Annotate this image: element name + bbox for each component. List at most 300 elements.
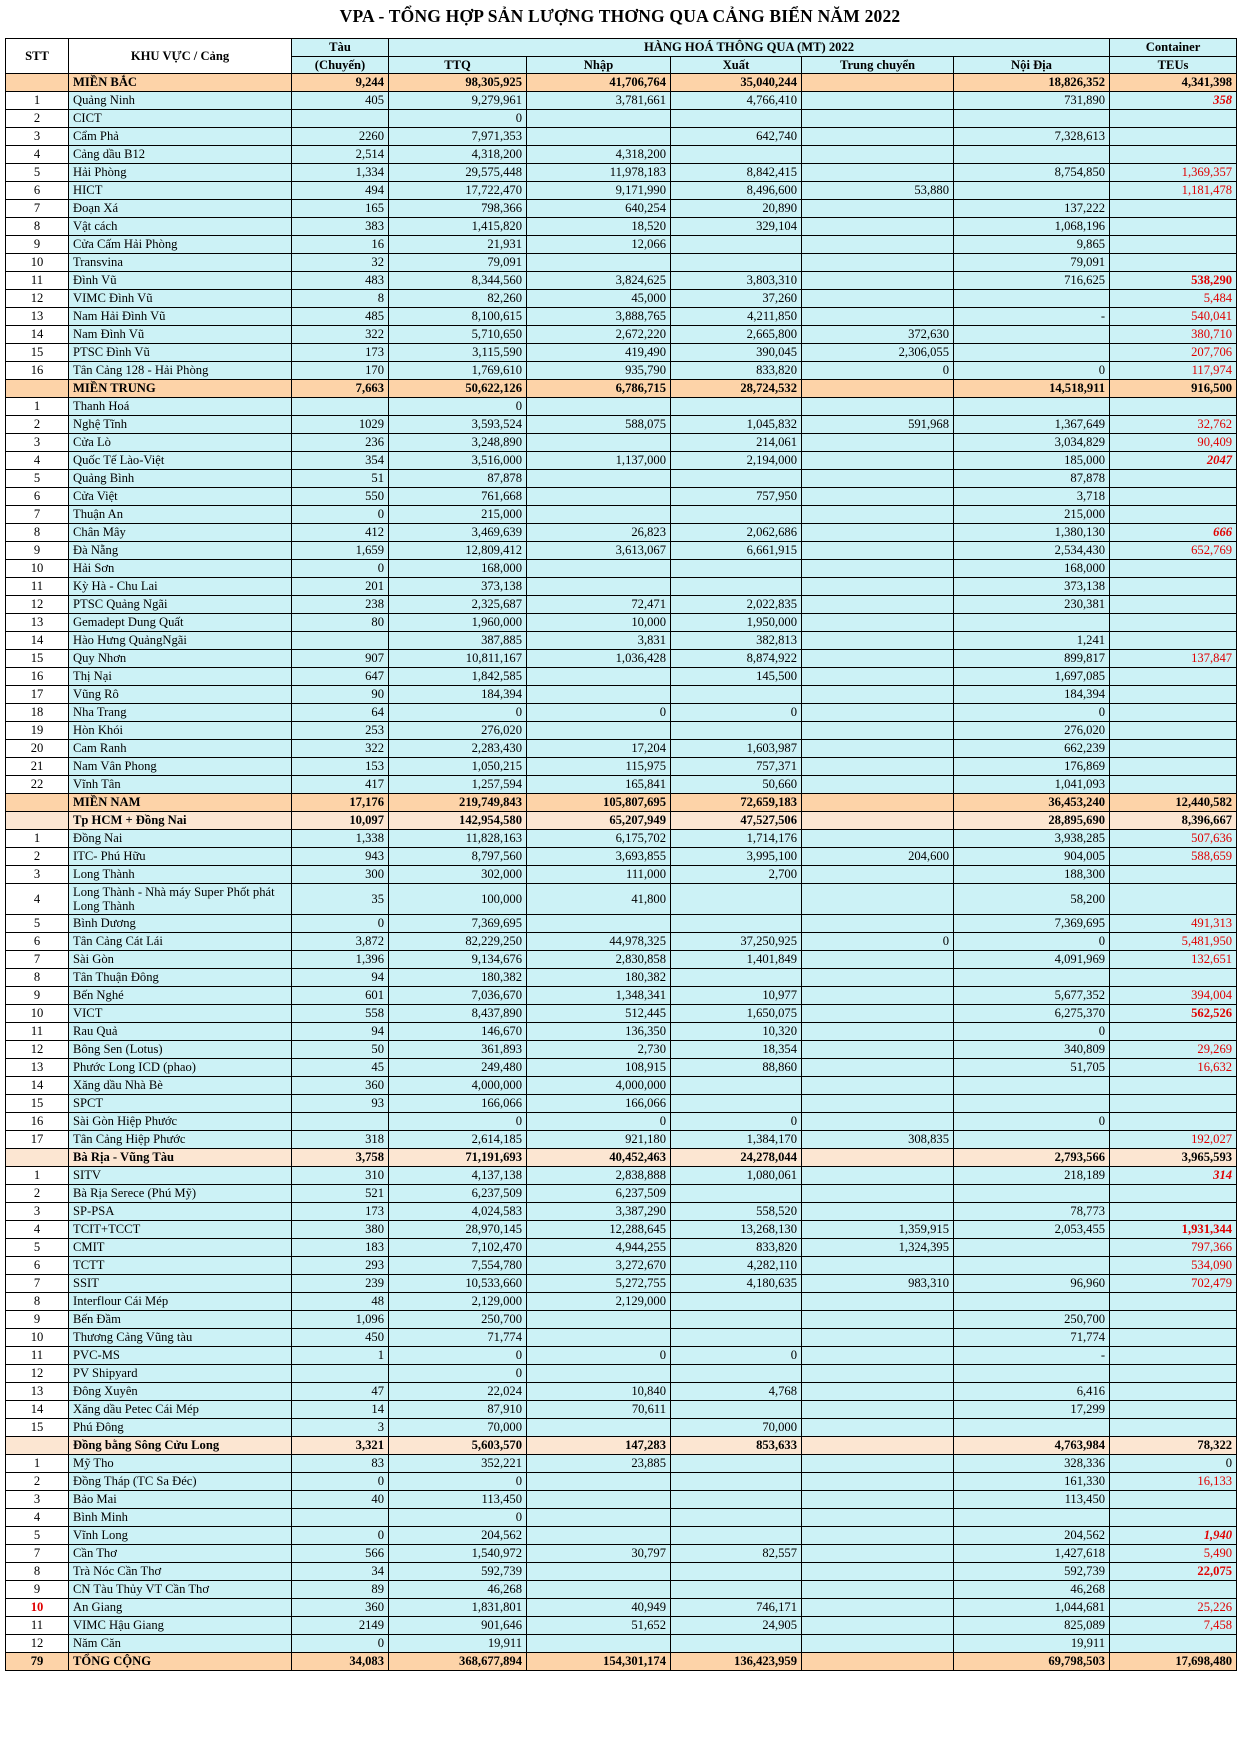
import-volume: 41,706,764 <box>527 74 671 92</box>
port-name: TỔNG CỘNG <box>69 1653 292 1671</box>
table-row <box>6 1563 1237 1581</box>
row-stt: 2 <box>6 1185 69 1203</box>
transshipment-volume <box>802 524 954 542</box>
row-stt: 4 <box>6 452 69 470</box>
import-volume: 3,613,067 <box>527 542 671 560</box>
row-stt: 11 <box>6 272 69 290</box>
export-volume: 37,260 <box>671 290 802 308</box>
domestic-volume <box>954 110 1110 128</box>
export-volume: 1,401,849 <box>671 951 802 969</box>
transshipment-volume <box>802 74 954 92</box>
vessel-count: 173 <box>292 1203 389 1221</box>
import-volume: 41,800 <box>527 884 671 915</box>
total-throughput: 5,710,650 <box>389 326 527 344</box>
row-stt: 7 <box>6 200 69 218</box>
table-row <box>6 758 1237 776</box>
domestic-volume: 1,697,085 <box>954 668 1110 686</box>
row-stt: 6 <box>6 933 69 951</box>
transshipment-volume <box>802 740 954 758</box>
vessel-count: 17,176 <box>292 794 389 812</box>
vessel-count: 647 <box>292 668 389 686</box>
container-teus <box>1110 200 1237 218</box>
export-volume: 757,371 <box>671 758 802 776</box>
port-name: Hải Sơn <box>69 560 292 578</box>
export-volume: 1,080,061 <box>671 1167 802 1185</box>
port-name: Bông Sen (Lotus) <box>69 1041 292 1059</box>
export-volume: 145,500 <box>671 668 802 686</box>
port-name: Năm Căn <box>69 1635 292 1653</box>
export-volume: 4,282,110 <box>671 1257 802 1275</box>
export-volume: 72,659,183 <box>671 794 802 812</box>
export-volume: 390,045 <box>671 344 802 362</box>
total-throughput: 1,842,585 <box>389 668 527 686</box>
vessel-count: 0 <box>292 915 389 933</box>
vessel-count: 173 <box>292 344 389 362</box>
row-stt: 13 <box>6 1059 69 1077</box>
vessel-count: 83 <box>292 1455 389 1473</box>
export-volume: 8,874,922 <box>671 650 802 668</box>
table-row <box>6 1347 1237 1365</box>
export-volume: 24,905 <box>671 1617 802 1635</box>
domestic-volume: 0 <box>954 362 1110 380</box>
row-stt: 12 <box>6 596 69 614</box>
transshipment-volume <box>802 560 954 578</box>
table-row <box>6 416 1237 434</box>
import-volume: 6,237,509 <box>527 1185 671 1203</box>
import-volume <box>527 1473 671 1491</box>
port-name: Hòn Khói <box>69 722 292 740</box>
import-volume <box>527 560 671 578</box>
table-row <box>6 1077 1237 1095</box>
transshipment-volume <box>802 128 954 146</box>
table-row <box>6 1365 1237 1383</box>
row-stt: 15 <box>6 1095 69 1113</box>
container-teus <box>1110 704 1237 722</box>
row-stt: 14 <box>6 1401 69 1419</box>
vessel-count: 93 <box>292 1095 389 1113</box>
import-volume <box>527 488 671 506</box>
domestic-volume <box>954 398 1110 416</box>
vessel-count: 48 <box>292 1293 389 1311</box>
table-row <box>6 740 1237 758</box>
transshipment-volume <box>802 758 954 776</box>
transshipment-volume: 1,324,395 <box>802 1239 954 1257</box>
transshipment-volume: 591,968 <box>802 416 954 434</box>
header-ttq: TTQ <box>389 57 527 74</box>
total-throughput: 113,450 <box>389 1491 527 1509</box>
total-throughput: 180,382 <box>389 969 527 987</box>
port-name: Interflour Cái Mép <box>69 1293 292 1311</box>
total-throughput: 4,024,583 <box>389 1203 527 1221</box>
table-row <box>6 704 1237 722</box>
total-throughput: 9,134,676 <box>389 951 527 969</box>
domestic-volume: 168,000 <box>954 560 1110 578</box>
table-row <box>6 1599 1237 1617</box>
container-teus: 12,440,582 <box>1110 794 1237 812</box>
transshipment-volume: 372,630 <box>802 326 954 344</box>
domestic-volume <box>954 1185 1110 1203</box>
table-row <box>6 951 1237 969</box>
transshipment-volume <box>802 1437 954 1455</box>
domestic-volume: 8,754,850 <box>954 164 1110 182</box>
port-name: Bến Đầm <box>69 1311 292 1329</box>
container-teus: 192,027 <box>1110 1131 1237 1149</box>
table-body <box>6 74 1237 1671</box>
export-volume <box>671 1455 802 1473</box>
total-throughput: 50,622,126 <box>389 380 527 398</box>
total-throughput: 276,020 <box>389 722 527 740</box>
transshipment-volume <box>802 969 954 987</box>
port-name: Đình Vũ <box>69 272 292 290</box>
header-region-port: KHU VỰC / Cảng <box>69 39 292 74</box>
domestic-volume: 230,381 <box>954 596 1110 614</box>
domestic-volume: 6,416 <box>954 1383 1110 1401</box>
total-throughput: 22,024 <box>389 1383 527 1401</box>
import-volume <box>527 1509 671 1527</box>
container-teus: 538,290 <box>1110 272 1237 290</box>
container-teus: 666 <box>1110 524 1237 542</box>
export-volume: 6,661,915 <box>671 542 802 560</box>
vessel-count: 64 <box>292 704 389 722</box>
port-name: Thị Nại <box>69 668 292 686</box>
vessel-count: 201 <box>292 578 389 596</box>
vessel-count: 322 <box>292 740 389 758</box>
domestic-volume: 0 <box>954 1113 1110 1131</box>
total-throughput: 250,700 <box>389 1311 527 1329</box>
domestic-volume: 78,773 <box>954 1203 1110 1221</box>
table-row <box>6 488 1237 506</box>
port-name: Nam Hải Đình Vũ <box>69 308 292 326</box>
import-volume: 108,915 <box>527 1059 671 1077</box>
import-volume: 6,786,715 <box>527 380 671 398</box>
container-teus: 652,769 <box>1110 542 1237 560</box>
transshipment-volume <box>802 951 954 969</box>
total-throughput: 3,593,524 <box>389 416 527 434</box>
port-name: SP-PSA <box>69 1203 292 1221</box>
import-volume: 70,611 <box>527 1401 671 1419</box>
import-volume: 136,350 <box>527 1023 671 1041</box>
vessel-count: 253 <box>292 722 389 740</box>
domestic-volume: 1,367,649 <box>954 416 1110 434</box>
table-row <box>6 884 1237 915</box>
table-row <box>6 1293 1237 1311</box>
transshipment-volume: 53,880 <box>802 182 954 200</box>
port-name: Phước Long ICD (phao) <box>69 1059 292 1077</box>
import-volume: 3,272,670 <box>527 1257 671 1275</box>
import-volume: 0 <box>527 1347 671 1365</box>
port-name: Cảng dầu B12 <box>69 146 292 164</box>
domestic-volume <box>954 344 1110 362</box>
container-teus <box>1110 1077 1237 1095</box>
row-stt: 1 <box>6 398 69 416</box>
table-row <box>6 1131 1237 1149</box>
region-row <box>6 380 1237 398</box>
header-export: Xuất <box>671 57 802 74</box>
table-row <box>6 272 1237 290</box>
port-name: Cần Thơ <box>69 1545 292 1563</box>
container-teus <box>1110 1401 1237 1419</box>
table-row <box>6 686 1237 704</box>
vessel-count: 0 <box>292 1635 389 1653</box>
vessel-count: 94 <box>292 969 389 987</box>
export-volume: 35,040,244 <box>671 74 802 92</box>
vessel-count: 293 <box>292 1257 389 1275</box>
row-stt: 2 <box>6 1473 69 1491</box>
import-volume: 1,348,341 <box>527 987 671 1005</box>
import-volume: 5,272,755 <box>527 1275 671 1293</box>
export-volume <box>671 1329 802 1347</box>
row-stt: 15 <box>6 344 69 362</box>
row-stt: 8 <box>6 524 69 542</box>
container-teus: 5,490 <box>1110 1545 1237 1563</box>
row-stt: 18 <box>6 704 69 722</box>
export-volume <box>671 254 802 272</box>
port-name: Nha Trang <box>69 704 292 722</box>
total-throughput: 901,646 <box>389 1617 527 1635</box>
container-teus: 797,366 <box>1110 1239 1237 1257</box>
total-throughput: 5,603,570 <box>389 1437 527 1455</box>
vessel-count: 50 <box>292 1041 389 1059</box>
port-name: Trà Nóc Cần Thơ <box>69 1563 292 1581</box>
port-name: Tân Cảng Cát Lái <box>69 933 292 951</box>
transshipment-volume <box>802 380 954 398</box>
transshipment-volume <box>802 1581 954 1599</box>
container-teus <box>1110 740 1237 758</box>
vessel-count: 89 <box>292 1581 389 1599</box>
total-throughput: 46,268 <box>389 1581 527 1599</box>
row-stt: 6 <box>6 182 69 200</box>
transshipment-volume <box>802 236 954 254</box>
import-volume: 3,693,855 <box>527 848 671 866</box>
transshipment-volume <box>802 452 954 470</box>
row-stt: 9 <box>6 236 69 254</box>
transshipment-volume <box>802 1113 954 1131</box>
export-volume: 1,384,170 <box>671 1131 802 1149</box>
total-throughput: 798,366 <box>389 200 527 218</box>
port-name: VICT <box>69 1005 292 1023</box>
total-throughput: 204,562 <box>389 1527 527 1545</box>
total-throughput: 6,237,509 <box>389 1185 527 1203</box>
vessel-count: 412 <box>292 524 389 542</box>
container-teus: 314 <box>1110 1167 1237 1185</box>
export-volume: 2,022,835 <box>671 596 802 614</box>
total-throughput: 219,749,843 <box>389 794 527 812</box>
table-row <box>6 92 1237 110</box>
port-name: Nghệ Tĩnh <box>69 416 292 434</box>
export-volume: 2,194,000 <box>671 452 802 470</box>
import-volume <box>527 1365 671 1383</box>
port-name: Quảng Ninh <box>69 92 292 110</box>
domestic-volume: 87,878 <box>954 470 1110 488</box>
import-volume: 180,382 <box>527 969 671 987</box>
export-volume <box>671 1311 802 1329</box>
transshipment-volume <box>802 668 954 686</box>
export-volume <box>671 1077 802 1095</box>
import-volume: 4,944,255 <box>527 1239 671 1257</box>
import-volume: 30,797 <box>527 1545 671 1563</box>
export-volume: 4,211,850 <box>671 308 802 326</box>
transshipment-volume: 1,359,915 <box>802 1221 954 1239</box>
export-volume <box>671 578 802 596</box>
vessel-count: 3,321 <box>292 1437 389 1455</box>
export-volume: 10,977 <box>671 987 802 1005</box>
port-name: Tp HCM + Đồng Nai <box>69 812 292 830</box>
container-teus <box>1110 614 1237 632</box>
domestic-volume: 904,005 <box>954 848 1110 866</box>
transshipment-volume <box>802 1167 954 1185</box>
container-teus <box>1110 1311 1237 1329</box>
export-volume: 757,950 <box>671 488 802 506</box>
table-row <box>6 1275 1237 1293</box>
total-throughput: 184,394 <box>389 686 527 704</box>
region-row <box>6 74 1237 92</box>
export-volume <box>671 722 802 740</box>
container-teus <box>1110 506 1237 524</box>
transshipment-volume <box>802 1419 954 1437</box>
vessel-count: 1,396 <box>292 951 389 969</box>
vessel-count: 35 <box>292 884 389 915</box>
export-volume: 2,700 <box>671 866 802 884</box>
row-stt: 15 <box>6 650 69 668</box>
container-teus <box>1110 758 1237 776</box>
domestic-volume: 96,960 <box>954 1275 1110 1293</box>
row-stt: 16 <box>6 1113 69 1131</box>
import-volume <box>527 1329 671 1347</box>
total-throughput: 71,774 <box>389 1329 527 1347</box>
domestic-volume <box>954 1095 1110 1113</box>
port-name: Đà Nẵng <box>69 542 292 560</box>
domestic-volume: 3,938,285 <box>954 830 1110 848</box>
total-throughput: 7,036,670 <box>389 987 527 1005</box>
container-teus: 702,479 <box>1110 1275 1237 1293</box>
vessel-count: 9,244 <box>292 74 389 92</box>
table-row <box>6 452 1237 470</box>
port-name: Cửa Lò <box>69 434 292 452</box>
port-name: Bà Rịa - Vũng Tàu <box>69 1149 292 1167</box>
vessel-count: 360 <box>292 1077 389 1095</box>
port-name: Tân Thuận Đông <box>69 969 292 987</box>
export-volume: 2,062,686 <box>671 524 802 542</box>
row-stt: 9 <box>6 1581 69 1599</box>
total-throughput: 71,191,693 <box>389 1149 527 1167</box>
table-row <box>6 614 1237 632</box>
total-throughput: 2,129,000 <box>389 1293 527 1311</box>
export-volume: 4,180,635 <box>671 1275 802 1293</box>
row-stt: 8 <box>6 969 69 987</box>
subregion-row <box>6 1437 1237 1455</box>
container-teus <box>1110 1293 1237 1311</box>
container-teus <box>1110 1509 1237 1527</box>
row-stt: 5 <box>6 164 69 182</box>
vessel-count: 485 <box>292 308 389 326</box>
container-teus: 78,322 <box>1110 1437 1237 1455</box>
table-row <box>6 398 1237 416</box>
container-teus: 4,341,398 <box>1110 74 1237 92</box>
domestic-volume: 2,534,430 <box>954 542 1110 560</box>
export-volume: 214,061 <box>671 434 802 452</box>
vessel-count: 170 <box>292 362 389 380</box>
import-volume: 18,520 <box>527 218 671 236</box>
row-stt: 10 <box>6 1599 69 1617</box>
table-row <box>6 164 1237 182</box>
total-throughput: 3,115,590 <box>389 344 527 362</box>
row-stt: 4 <box>6 1221 69 1239</box>
row-stt: 1 <box>6 830 69 848</box>
port-name: Xăng dầu Petec Cái Mép <box>69 1401 292 1419</box>
total-throughput: 7,369,695 <box>389 915 527 933</box>
export-volume <box>671 1509 802 1527</box>
vessel-count: 521 <box>292 1185 389 1203</box>
row-stt: 13 <box>6 614 69 632</box>
import-volume: 105,807,695 <box>527 794 671 812</box>
export-volume: 1,714,176 <box>671 830 802 848</box>
domestic-volume: 6,275,370 <box>954 1005 1110 1023</box>
total-throughput: 8,344,560 <box>389 272 527 290</box>
vessel-count: 417 <box>292 776 389 794</box>
row-stt: 13 <box>6 308 69 326</box>
row-stt: 4 <box>6 146 69 164</box>
port-name: Vĩnh Tân <box>69 776 292 794</box>
import-volume <box>527 915 671 933</box>
import-volume: 23,885 <box>527 1455 671 1473</box>
transshipment-volume <box>802 1023 954 1041</box>
import-volume: 65,207,949 <box>527 812 671 830</box>
export-volume: 642,740 <box>671 128 802 146</box>
export-volume: 70,000 <box>671 1419 802 1437</box>
row-stt: 7 <box>6 1275 69 1293</box>
domestic-volume: 731,890 <box>954 92 1110 110</box>
row-stt <box>6 1149 69 1167</box>
table-row <box>6 1113 1237 1131</box>
row-stt: 8 <box>6 1293 69 1311</box>
vessel-count <box>292 1509 389 1527</box>
import-volume: 3,824,625 <box>527 272 671 290</box>
transshipment-volume <box>802 614 954 632</box>
row-stt: 5 <box>6 1527 69 1545</box>
export-volume <box>671 969 802 987</box>
vessel-count: 405 <box>292 92 389 110</box>
transshipment-volume <box>802 146 954 164</box>
table-row <box>6 578 1237 596</box>
row-stt <box>6 74 69 92</box>
vessel-count: 1029 <box>292 416 389 434</box>
table-row <box>6 650 1237 668</box>
domestic-volume: 17,299 <box>954 1401 1110 1419</box>
table-row <box>6 776 1237 794</box>
table-row <box>6 1203 1237 1221</box>
header-transshipment: Trung chuyển <box>802 57 954 74</box>
port-name: Đồng Tháp (TC Sa Đéc) <box>69 1473 292 1491</box>
import-volume: 17,204 <box>527 740 671 758</box>
container-teus: 1,931,344 <box>1110 1221 1237 1239</box>
export-volume: 2,665,800 <box>671 326 802 344</box>
vessel-count <box>292 1365 389 1383</box>
transshipment-volume <box>802 164 954 182</box>
transshipment-volume <box>802 1455 954 1473</box>
row-stt <box>6 380 69 398</box>
row-stt: 8 <box>6 1563 69 1581</box>
transshipment-volume <box>802 794 954 812</box>
row-stt: 8 <box>6 218 69 236</box>
export-volume: 8,842,415 <box>671 164 802 182</box>
transshipment-volume: 0 <box>802 933 954 951</box>
vessel-count: 354 <box>292 452 389 470</box>
row-stt: 1 <box>6 1455 69 1473</box>
import-volume: 40,452,463 <box>527 1149 671 1167</box>
total-throughput: 0 <box>389 1113 527 1131</box>
container-teus: 16,133 <box>1110 1473 1237 1491</box>
container-teus <box>1110 969 1237 987</box>
